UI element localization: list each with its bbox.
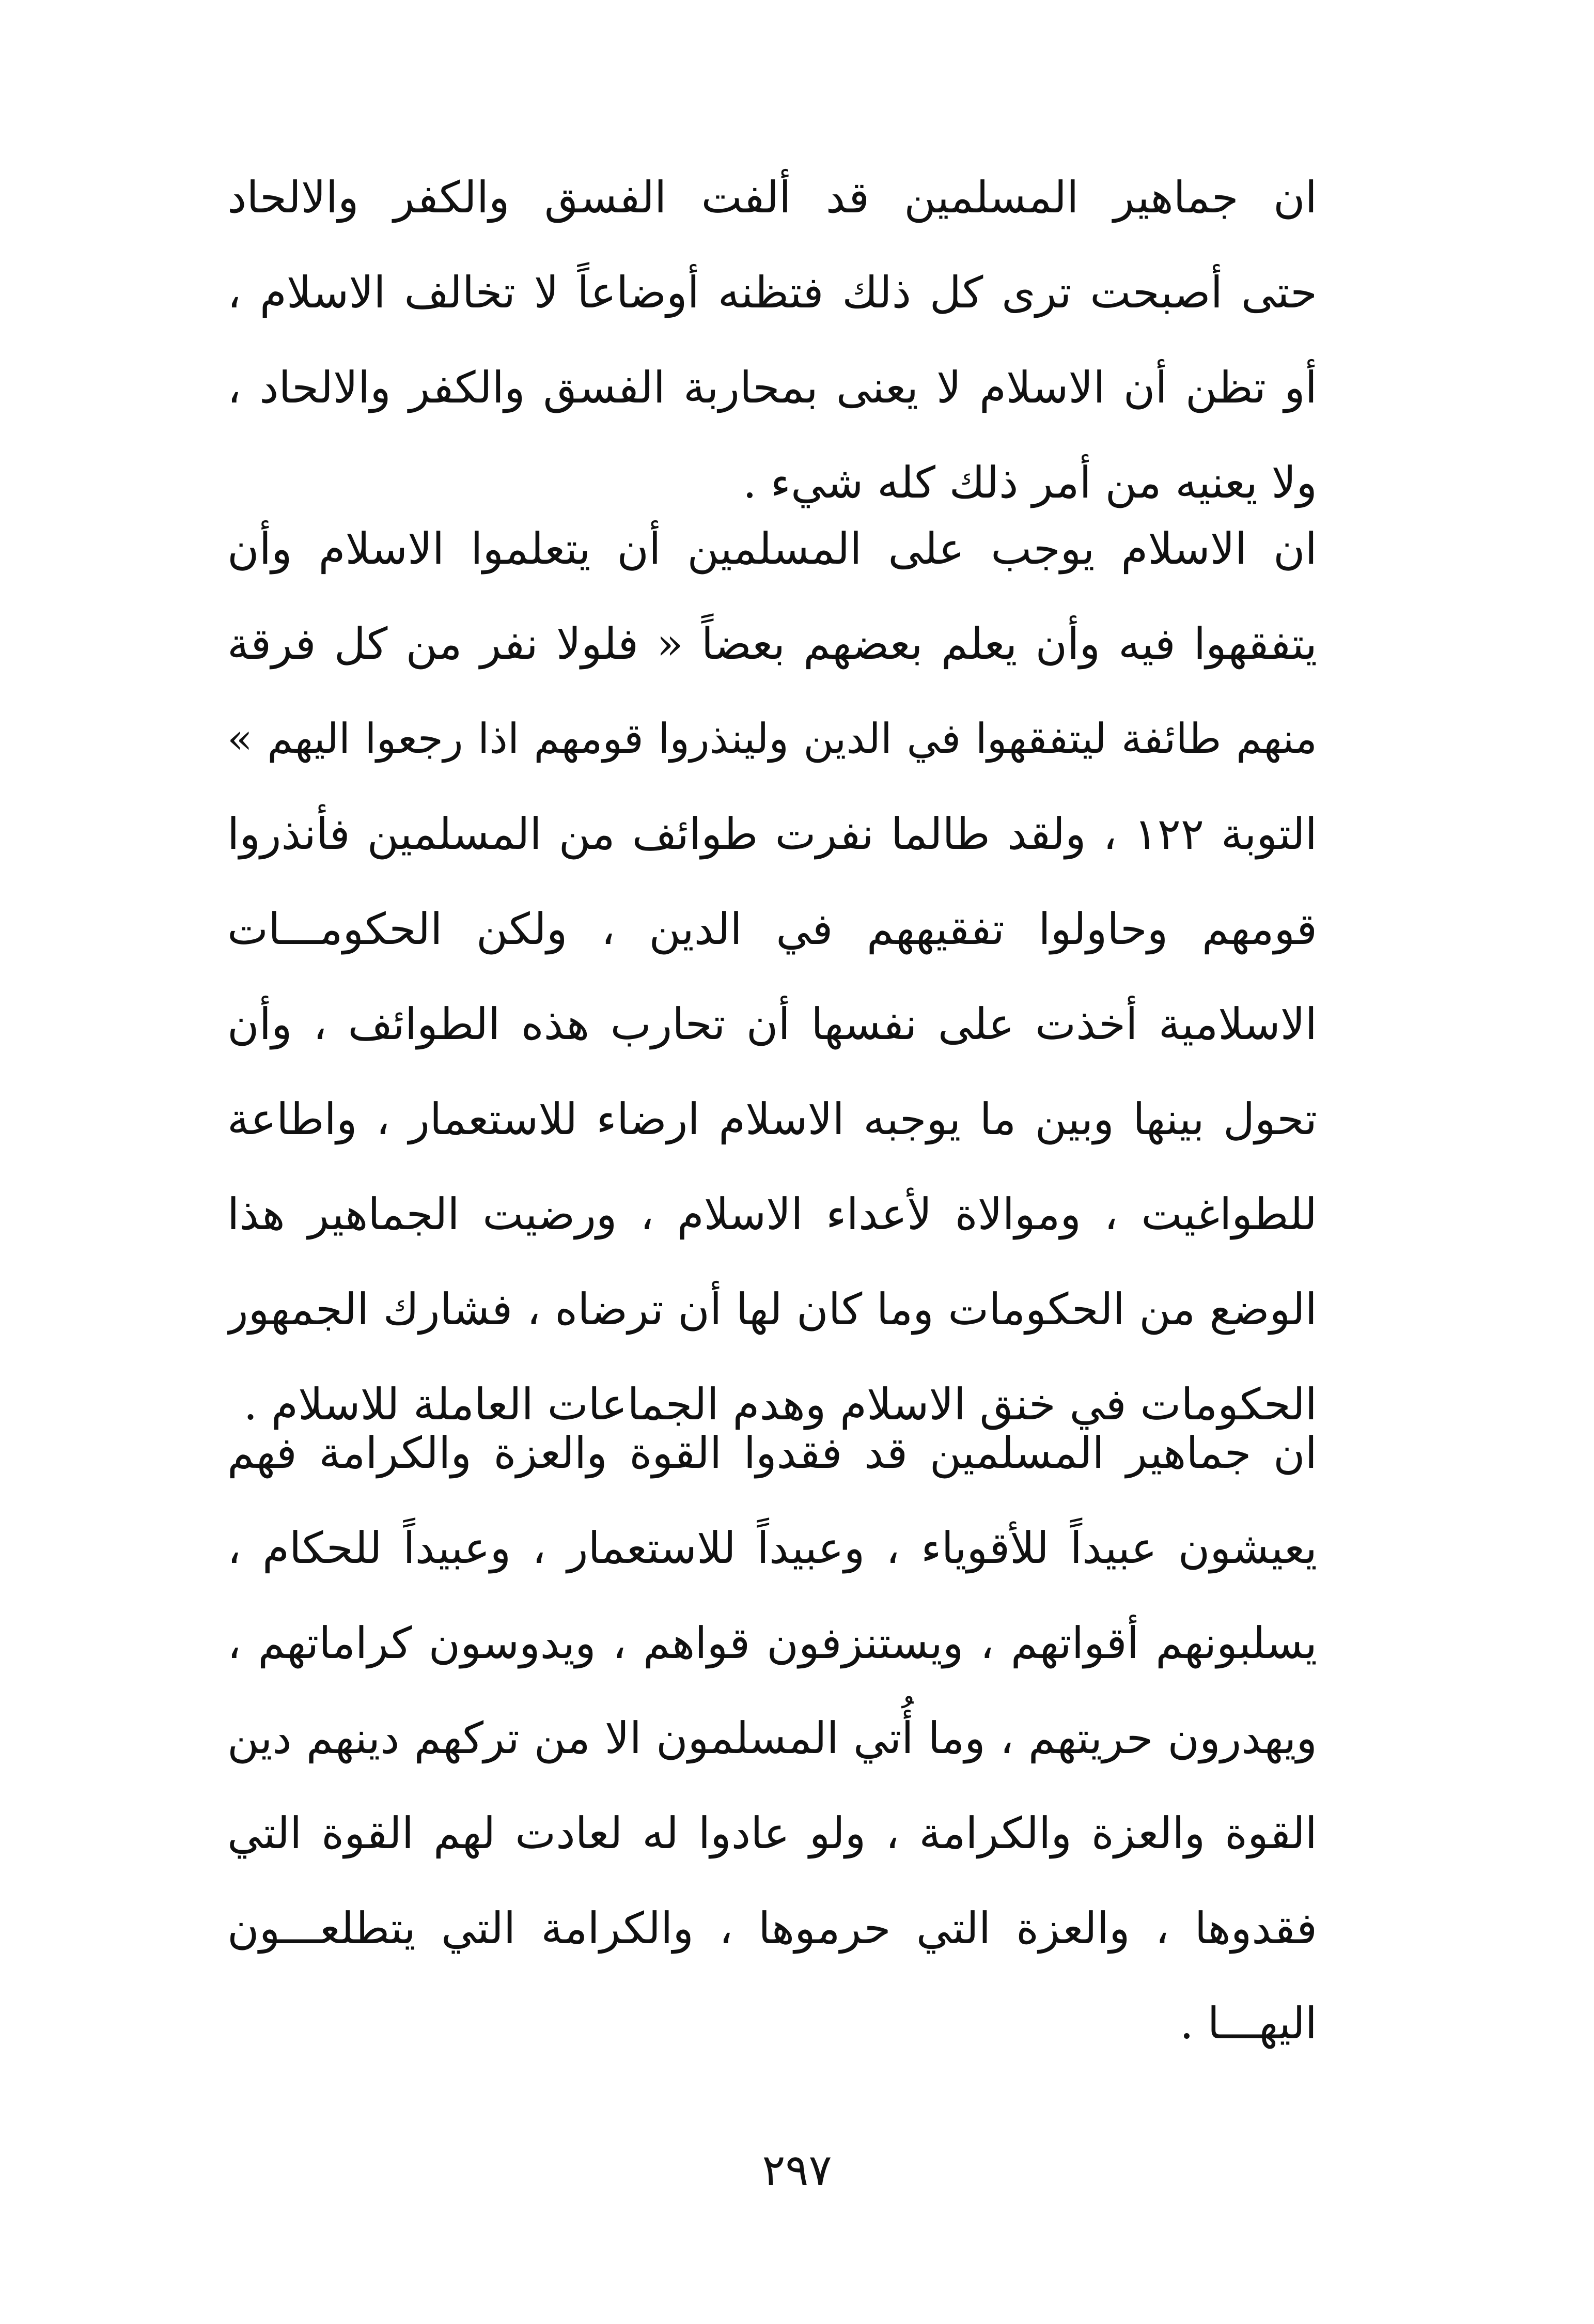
paragraph-3-line-4: ويهدرون حريتهم ، وما أُتي المسلمون الا من تركهم دينهم دين [227, 1713, 1317, 1763]
paragraph-1-line-4: ولا يعنيه من أمر ذلك كله شيء . [743, 457, 1317, 508]
paragraph-3 [227, 1405, 1317, 2071]
paragraph-1 [227, 150, 1317, 530]
paragraph-2-line-10: الحكومات في خنق الاسلام وهدم الجماعات العاملة للاسلام . [243, 1379, 1317, 1430]
paragraph-1-line-1: ان جماهير المسلمين قد ألفت الفسق والكفر والالحاد [227, 172, 1317, 223]
page-number: ٢٩٧ [762, 2145, 832, 2195]
paragraph-3-line-5: القوة والعزة والكرامة ، ولو عادوا له لعادت لهم القوة التي [227, 1808, 1317, 1858]
paragraph-2-line-8: للطواغيت ، وموالاة لأعداء الاسلام ، ورضيت الجماهير هذا [227, 1189, 1317, 1240]
paragraph-3-line-2: يعيشون عبيداً للأقوياء ، وعبيداً للاستعمار ، وعبيداً للحكام ، [227, 1523, 1317, 1573]
paragraph-2-line-5: قومهم وحاولوا تفقيههم في الدين ، ولكن الحكومـــات [227, 904, 1317, 954]
paragraph-3-line-3: يسلبونهم أقواتهم ، ويستنزفون قواهم ، ويدوسون كراماتهم ، [227, 1618, 1317, 1668]
paragraph-2-line-9: الوضع من الحكومات وما كان لها أن ترضاه ، فشارك الجمهور [227, 1284, 1317, 1335]
paragraph-1-line-3: أو تظن أن الاسلام لا يعنى بمحاربة الفسق والكفر والالحاد ، [227, 362, 1317, 413]
paragraph-3-line-1: ان جماهير المسلمين قد فقدوا القوة والعزة والكرامة فهم [227, 1428, 1317, 1478]
paragraph-2-line-7: تحول بينها وبين ما يوجبه الاسلام ارضاء للاستعمار ، واطاعة [227, 1094, 1317, 1144]
paragraph-3-line-7: اليهـــا . [1180, 1998, 1317, 2049]
paragraph-2-line-3: منهم طائفة ليتفقهوا في الدين ولينذروا قومهم اذا رجعوا اليهم » [227, 715, 1317, 763]
paragraph-1-line-2: حتى أصبحت ترى كل ذلك فتظنه أوضاعاً لا تخالف الاسلام ، [227, 267, 1317, 318]
paragraph-2-line-6: الاسلامية أخذت على نفسها أن تحارب هذه الطوائف ، وأن [227, 999, 1317, 1049]
paragraph-2-line-1: ان الاسلام يوجب على المسلمين أن يتعلموا الاسلام وأن [227, 523, 1317, 574]
paragraph-3-line-6: فقدوها ، والعزة التي حرموها ، والكرامة التي يتطلعـــون [227, 1903, 1317, 1954]
paragraph-2 [227, 501, 1317, 1452]
paragraph-2-line-4: التوبة ١٢٢ ، ولقد طالما نفرت طوائف من المسلمين فأنذروا [227, 809, 1317, 859]
paragraph-2-line-2: يتفقهوا فيه وأن يعلم بعضهم بعضاً « فلولا نفر من كل فرقة [227, 618, 1317, 669]
